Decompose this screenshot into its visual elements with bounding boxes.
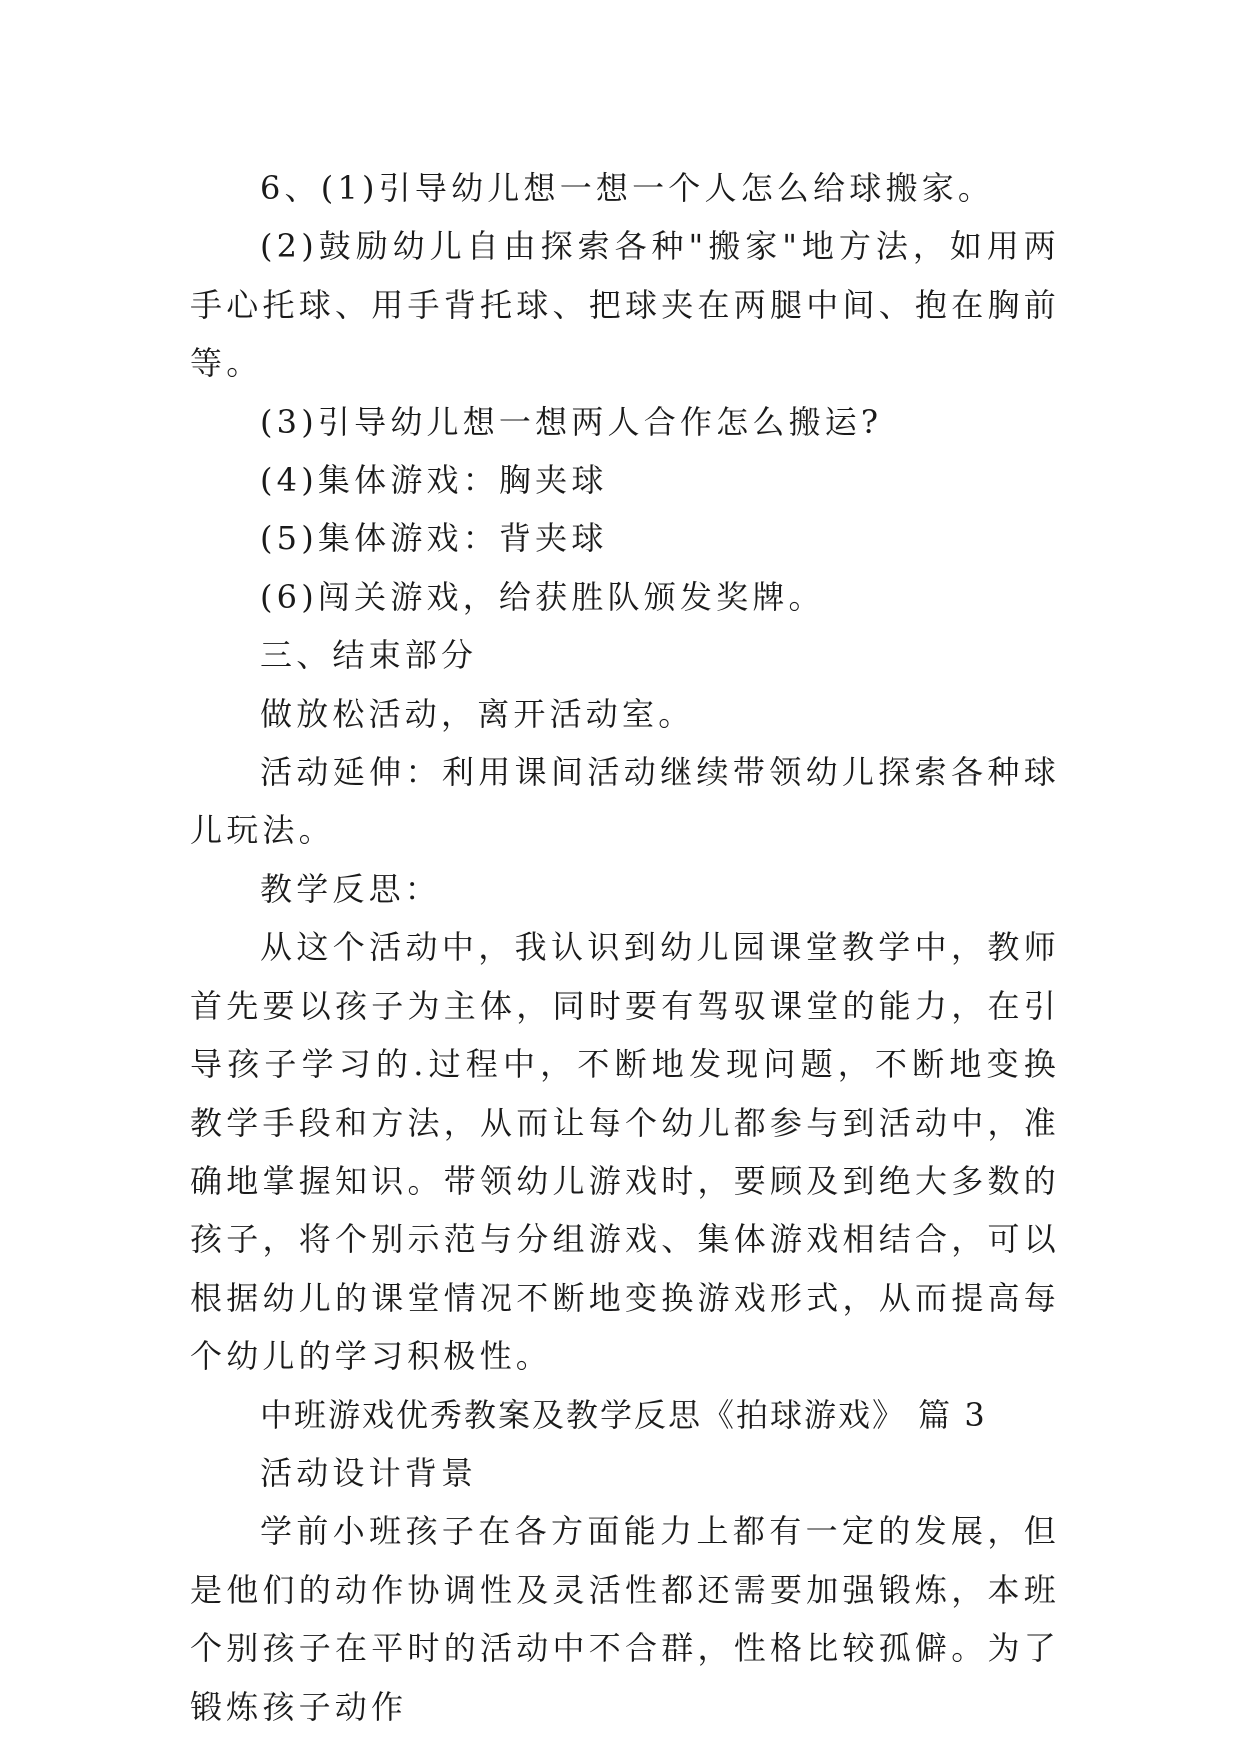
paragraph-step-6-1: 6、(1)引导幼儿想一想一个人怎么给球搬家。	[260, 169, 995, 207]
paragraph-step-6-5: (5)集体游戏：背夹球	[260, 519, 608, 558]
paragraph-extension: 活动延伸：利用课间活动继续带领幼儿探索各种球儿玩法。	[190, 753, 1060, 850]
paragraph-step-6-6: (6)闯关游戏，给获胜队颁发奖牌。	[260, 577, 825, 616]
paragraph-step-6-2: (2)鼓励幼儿自由探索各种"搬家"地方法，如用两手心托球、用手背托球、把球夹在两腿中间、抱在胸前等。	[190, 227, 1060, 383]
paragraph-reflection: 从这个活动中，我认识到幼儿园课堂教学中，教师首先要以孩子为主体，同时要有驾驭课堂的能力，在引导孩子学习的.过程中，不断地发现问题，不断地变换教学手段和方法，从而让每个幼儿都参与到活动中，准确地掌握知识。带领幼儿游戏时，要顾及到绝大多数的孩子，将个别示范与分组游戏、集体游戏相结合，可以根据幼儿的课堂情况不断地变换游戏形式，从而提高每个幼儿的学习积极性。	[190, 928, 1060, 1376]
section-heading-reflection: 教学反思：	[260, 869, 442, 908]
paragraph-relax: 做放松活动，离开活动室。	[260, 694, 695, 733]
section-heading-ending: 三、结束部分	[260, 636, 478, 675]
document-body	[190, 159, 1060, 1736]
section-heading-background: 活动设计背景	[260, 1453, 478, 1492]
paragraph-step-6-3: (3)引导幼儿想一想两人合作怎么搬运?	[260, 402, 883, 441]
paragraph-step-6-4: (4)集体游戏：胸夹球	[260, 461, 608, 500]
paragraph-background: 学前小班孩子在各方面能力上都有一定的发展，但是他们的动作协调性及灵活性都还需要加强锻炼，本班个别孩子在平时的活动中不合群，性格比较孤僻。为了锻炼孩子动作	[190, 1512, 1060, 1726]
article-title-part-3: 中班游戏优秀教案及教学反思《拍球游戏》 篇 3	[260, 1395, 987, 1434]
